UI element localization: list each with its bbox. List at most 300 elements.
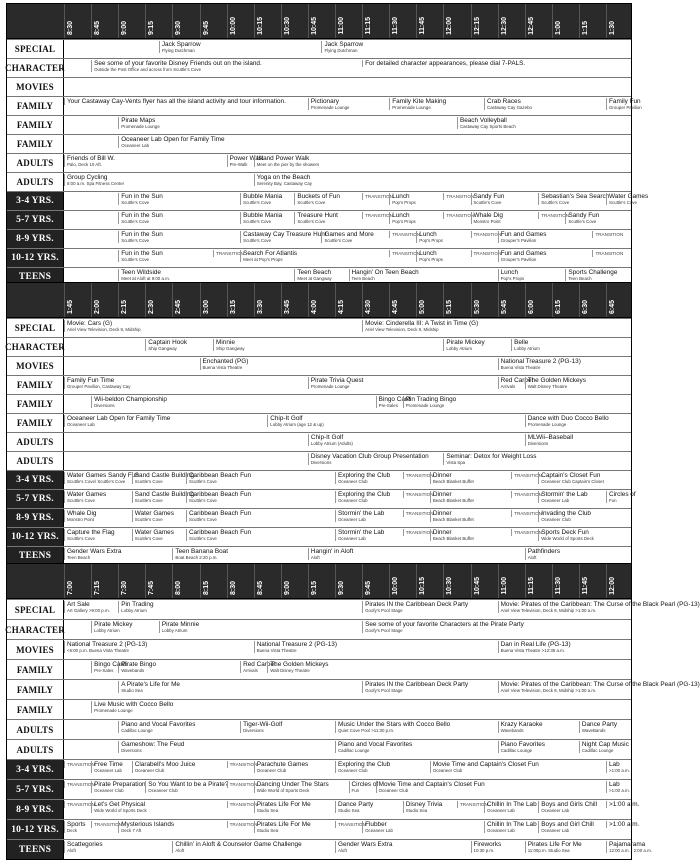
event-cell[interactable] — [335, 510, 389, 522]
event-location: Serenity Bay, Castaway Cay — [256, 181, 312, 187]
event-cell[interactable] — [606, 491, 636, 504]
event-cell[interactable] — [64, 320, 362, 332]
event-cell[interactable] — [416, 231, 470, 243]
event-cell[interactable] — [64, 174, 125, 187]
event-title: Fun in the Sun — [121, 250, 163, 257]
event-title: Let's Get Physical — [94, 801, 146, 808]
event-cell[interactable] — [200, 358, 471, 370]
event-cell[interactable] — [606, 821, 640, 828]
event-location: <6:00 p.m. Buena Vista Theatre — [67, 648, 129, 654]
event-cell[interactable] — [64, 377, 172, 389]
event-cell[interactable] — [525, 377, 633, 389]
event-cell[interactable] — [538, 193, 610, 206]
event-cell[interactable] — [186, 491, 267, 503]
event-cell[interactable] — [132, 761, 213, 773]
event-cell[interactable] — [132, 510, 186, 522]
event-location: Studio Sea — [256, 808, 279, 814]
event-cell[interactable] — [240, 231, 327, 244]
event-cell[interactable] — [118, 117, 254, 129]
event-cell[interactable] — [538, 472, 633, 484]
event-cell[interactable] — [172, 841, 335, 853]
event-title: TRANSITION — [459, 802, 488, 807]
event-location: Beach Blanket Buffet — [432, 517, 474, 523]
time-label: 11:00 — [338, 17, 345, 35]
event-cell[interactable] — [132, 529, 186, 541]
time-slot — [443, 283, 470, 317]
event-cell[interactable] — [362, 821, 443, 833]
event-cell[interactable] — [91, 821, 122, 828]
event-cell[interactable] — [484, 821, 538, 833]
event-cell[interactable] — [240, 212, 294, 224]
event-cell[interactable] — [227, 801, 258, 808]
event-title: Pirates Life For Me — [527, 841, 582, 848]
event-cell[interactable] — [443, 193, 475, 200]
event-cell[interactable] — [484, 801, 538, 813]
event-cell[interactable] — [403, 491, 434, 498]
event-cell[interactable] — [525, 841, 606, 853]
event-cell[interactable] — [538, 510, 633, 522]
event-cell[interactable] — [308, 434, 416, 446]
event-cell[interactable] — [213, 250, 244, 257]
event-location: Deck 7 Aft — [121, 828, 142, 834]
event-title: National Treasure 2 (PG-13) — [256, 641, 337, 648]
event-cell[interactable] — [308, 98, 362, 110]
event-cell[interactable] — [403, 801, 457, 813]
event-cell[interactable] — [186, 510, 267, 522]
event-cell[interactable] — [403, 472, 434, 479]
event-title: Captain's Closet Fun — [541, 472, 601, 479]
event-cell[interactable] — [498, 601, 700, 614]
schedule-row — [7, 779, 631, 799]
time-label: 9:00 — [121, 20, 129, 35]
event-cell[interactable] — [471, 250, 502, 257]
event-cell[interactable] — [498, 741, 579, 753]
event-cell[interactable] — [254, 761, 335, 773]
event-title: Fun and Games — [500, 250, 547, 257]
event-cell[interactable] — [538, 212, 570, 219]
event-cell[interactable] — [118, 681, 254, 693]
time-slot — [579, 4, 606, 38]
event-cell[interactable] — [240, 661, 276, 674]
event-cell[interactable] — [159, 41, 240, 53]
event-title: Teen Banana Boat — [175, 548, 228, 555]
time-label: 9:00 — [283, 580, 291, 595]
event-title: Teen Beach — [297, 269, 332, 276]
event-cell[interactable] — [64, 472, 139, 485]
event-location: Promenade Lounge — [392, 105, 431, 111]
event-cell[interactable] — [565, 212, 619, 224]
event-cell[interactable] — [498, 641, 634, 653]
event-cell[interactable] — [443, 453, 579, 465]
time-slot — [606, 564, 633, 598]
event-cell[interactable] — [118, 821, 199, 833]
event-cell[interactable] — [118, 601, 254, 613]
event-cell[interactable] — [91, 661, 127, 674]
event-cell[interactable] — [118, 193, 254, 205]
event-cell[interactable] — [362, 320, 633, 332]
event-cell[interactable] — [457, 801, 488, 808]
event-cell[interactable] — [389, 193, 443, 205]
schedule-row — [7, 394, 631, 413]
row-category-label: 5-7 YRS. — [7, 780, 64, 799]
event-cell[interactable] — [64, 155, 118, 167]
event-cell[interactable] — [430, 491, 511, 503]
event-title: Bingo Card — [378, 396, 411, 403]
event-cell[interactable] — [240, 193, 294, 205]
event-cell[interactable] — [254, 174, 362, 186]
row-category-label: MOVIES — [7, 640, 64, 659]
event-cell[interactable] — [335, 821, 366, 828]
event-cell[interactable] — [403, 529, 434, 536]
time-slot — [281, 283, 308, 317]
event-title: Exploring the Club — [338, 491, 391, 498]
event-title: Circles of — [609, 491, 636, 498]
time-label: 10:00 — [392, 577, 400, 595]
event-cell[interactable] — [525, 548, 633, 560]
event-cell[interactable] — [606, 801, 640, 808]
event-cell[interactable] — [362, 601, 498, 613]
event-cell[interactable] — [606, 841, 652, 854]
event-cell[interactable] — [118, 136, 308, 148]
event-title: TRANSITION — [514, 492, 542, 497]
event-location: Oceaneer Club — [256, 768, 287, 774]
event-cell[interactable] — [416, 250, 470, 262]
event-title: TRANSITION — [67, 782, 95, 787]
event-cell[interactable] — [592, 250, 633, 257]
event-cell[interactable] — [118, 212, 254, 224]
event-cell[interactable] — [91, 60, 362, 72]
event-cell[interactable] — [267, 415, 375, 427]
event-cell[interactable] — [91, 396, 254, 408]
event-cell[interactable] — [118, 721, 226, 733]
event-location: Goofy's Pool Stage — [365, 608, 403, 614]
schedule-row — [7, 599, 700, 619]
event-cell[interactable] — [511, 529, 542, 536]
time-slot — [606, 283, 633, 317]
event-cell[interactable] — [64, 761, 95, 768]
event-cell[interactable] — [498, 721, 579, 733]
schedule-grid-morning — [5, 3, 649, 287]
event-cell[interactable] — [579, 721, 633, 733]
event-cell[interactable] — [64, 821, 91, 833]
event-location: Oceaneer Club Captain's Closet — [541, 479, 604, 485]
event-title: Piano and Vocal Favorites — [121, 721, 196, 728]
event-cell[interactable] — [64, 491, 118, 503]
event-cell[interactable] — [403, 396, 511, 408]
event-location: Wavebands — [500, 728, 524, 734]
event-location: Aloft — [67, 848, 76, 854]
event-title: Dance with Duo Cocco Bello — [527, 415, 609, 422]
event-location: Oceaneer Club — [338, 498, 368, 504]
event-cell[interactable] — [430, 529, 511, 541]
event-cell[interactable] — [64, 781, 95, 788]
time-slot — [471, 4, 498, 38]
time-slot — [389, 283, 416, 317]
event-cell[interactable] — [91, 761, 132, 773]
event-cell[interactable] — [511, 510, 542, 517]
event-title: Night Cap Music — [581, 741, 629, 748]
event-title: Invading the Club — [541, 510, 591, 517]
event-title: Stormin' the Lab — [541, 491, 588, 498]
event-cell[interactable] — [132, 472, 195, 485]
event-cell[interactable] — [64, 529, 118, 541]
event-cell[interactable] — [254, 801, 335, 813]
event-cell[interactable] — [335, 741, 471, 753]
event-cell[interactable] — [362, 212, 393, 219]
event-cell[interactable] — [592, 231, 633, 238]
event-location: Walt Disney Theatre — [527, 384, 568, 390]
time-slot — [498, 4, 525, 38]
event-cell[interactable] — [91, 801, 172, 813]
event-cell[interactable] — [335, 491, 389, 503]
time-header — [7, 283, 631, 318]
event-location: Cadillac Lounge — [581, 748, 614, 754]
event-location: Wavebands — [121, 668, 145, 674]
event-cell[interactable] — [335, 472, 389, 484]
event-cell[interactable] — [430, 472, 511, 484]
event-cell[interactable] — [525, 415, 633, 427]
event-cell[interactable] — [511, 339, 565, 351]
time-slot — [335, 283, 362, 317]
event-cell[interactable] — [376, 396, 411, 409]
event-cell[interactable] — [91, 701, 227, 713]
event-cell[interactable] — [443, 212, 475, 219]
event-cell[interactable] — [227, 821, 258, 828]
event-location: Oceaneer Club — [378, 788, 409, 794]
event-cell[interactable] — [213, 339, 267, 351]
time-label: 8:45 — [256, 580, 264, 595]
event-cell[interactable] — [335, 801, 389, 813]
row-category-label: 3-4 YRS. — [7, 192, 64, 210]
event-cell[interactable] — [118, 741, 254, 753]
event-title: Movie: Pirates of the Caribbean: The Curse of the Black Pearl (PG-13) — [500, 601, 700, 608]
time-slot — [227, 4, 254, 38]
event-cell[interactable] — [430, 761, 566, 773]
event-cell[interactable] — [64, 415, 254, 427]
event-location: Ariel View Television, Deck 9, Midship >1:00 a.m. — [500, 608, 597, 614]
time-label: 6:30 — [581, 299, 589, 314]
event-cell[interactable] — [91, 621, 145, 633]
time-slot — [145, 564, 172, 598]
event-title: Family Fun — [609, 98, 641, 105]
event-cell[interactable] — [64, 98, 335, 105]
schedule-row — [7, 619, 631, 639]
event-cell[interactable] — [308, 377, 389, 389]
event-title: Sandy Fun — [473, 193, 505, 200]
row-category-label: FAMILY — [7, 414, 64, 432]
event-cell[interactable] — [565, 269, 633, 281]
event-cell[interactable] — [471, 212, 525, 224]
event-cell[interactable] — [349, 781, 379, 794]
row-category-label: 5-7 YRS. — [7, 211, 64, 229]
event-cell[interactable] — [606, 98, 642, 111]
event-location: Castaway Cay Gazebo — [487, 105, 532, 111]
event-cell[interactable] — [227, 781, 258, 788]
event-location: Grouper Pavilion — [609, 105, 642, 111]
event-location: Grouper's Pavilion — [500, 257, 537, 263]
event-cell[interactable] — [64, 601, 118, 613]
event-cell[interactable] — [525, 434, 633, 446]
event-title: Minnie — [216, 339, 235, 346]
event-cell[interactable] — [321, 231, 389, 243]
event-cell[interactable] — [511, 472, 542, 479]
event-cell[interactable] — [498, 681, 700, 694]
event-title: Fun in the Sun — [121, 231, 163, 238]
event-cell[interactable] — [145, 781, 229, 794]
event-cell[interactable] — [498, 231, 579, 243]
event-cell[interactable] — [227, 761, 258, 768]
event-cell[interactable] — [471, 193, 525, 205]
time-label: 4:45 — [392, 299, 400, 314]
event-title: Wii-beldon Championship — [94, 396, 167, 403]
event-title: Music Under the Stars with Cocco Bello — [338, 721, 451, 728]
event-cell[interactable] — [64, 548, 172, 560]
event-title: TRANSITION — [229, 782, 258, 787]
event-cell[interactable] — [159, 621, 213, 633]
event-cell[interactable] — [606, 761, 633, 773]
event-title: Movie: Cars (G) — [67, 320, 113, 327]
event-cell[interactable] — [132, 491, 195, 504]
event-cell[interactable] — [118, 661, 226, 673]
event-location: Monstro Point — [67, 517, 95, 523]
event-cell[interactable] — [186, 472, 267, 484]
event-cell[interactable] — [118, 269, 254, 281]
event-location: Beach Blanket Buffet — [432, 498, 474, 504]
event-cell[interactable] — [254, 781, 335, 793]
event-cell[interactable] — [308, 548, 416, 560]
event-cell[interactable] — [579, 741, 633, 753]
event-cell[interactable] — [294, 193, 348, 205]
event-cell[interactable] — [389, 212, 443, 224]
event-cell[interactable] — [389, 231, 421, 238]
event-location: WaveBands — [581, 728, 606, 734]
event-location: Lobby Atrium — [446, 346, 473, 352]
event-cell[interactable] — [91, 781, 145, 793]
event-cell[interactable] — [362, 193, 393, 200]
event-cell[interactable] — [64, 641, 254, 653]
event-cell[interactable] — [254, 641, 417, 653]
event-cell[interactable] — [240, 721, 348, 733]
event-cell[interactable] — [362, 681, 498, 693]
event-title: Water Games — [134, 510, 174, 517]
event-cell[interactable] — [64, 510, 118, 522]
event-cell[interactable] — [118, 250, 199, 262]
event-cell[interactable] — [308, 453, 444, 465]
event-title: Oceaneer Lab Open for Family Time — [67, 415, 171, 422]
event-cell[interactable] — [335, 529, 389, 541]
event-cell[interactable] — [267, 661, 403, 673]
event-location: Scuttle's Cove — [568, 219, 597, 225]
event-cell[interactable] — [498, 377, 534, 390]
event-cell[interactable] — [349, 269, 457, 281]
event-location: Oceaneer Club — [541, 517, 571, 523]
event-cell[interactable] — [606, 781, 633, 793]
time-slot — [471, 564, 498, 598]
event-cell[interactable] — [362, 621, 524, 634]
event-cell[interactable] — [335, 841, 471, 853]
event-cell[interactable] — [471, 231, 502, 238]
schedule-row — [7, 58, 631, 77]
event-cell[interactable] — [606, 193, 649, 206]
event-cell[interactable] — [186, 529, 267, 541]
event-location: Cadillac Lounge — [338, 748, 370, 754]
event-cell[interactable] — [511, 491, 542, 498]
event-cell[interactable] — [471, 841, 525, 853]
event-cell[interactable] — [118, 231, 254, 243]
event-title: So You Want to be a Pirate? — [148, 781, 229, 788]
event-cell[interactable] — [335, 721, 498, 733]
event-cell[interactable] — [389, 250, 421, 257]
event-cell[interactable] — [64, 841, 172, 853]
event-cell[interactable] — [294, 212, 348, 224]
event-title: TRANSITION — [229, 802, 258, 807]
time-slot — [525, 4, 552, 38]
time-label: 2:30 — [148, 299, 156, 314]
time-label: 9:45 — [365, 580, 373, 595]
event-title: Lunch — [392, 212, 410, 219]
event-title: Chip-It Golf — [310, 434, 344, 441]
event-cell[interactable] — [145, 339, 199, 351]
event-cell[interactable] — [254, 821, 335, 833]
event-title: Power Walk — [229, 155, 264, 162]
event-cell[interactable] — [240, 250, 348, 262]
event-title: Lunch — [419, 250, 437, 257]
event-cell[interactable] — [376, 781, 512, 793]
event-title: TRANSITION — [405, 511, 434, 516]
schedule-row — [7, 153, 631, 172]
schedule-row — [7, 759, 631, 779]
event-cell[interactable] — [172, 548, 280, 560]
event-title: Castaway Cay Treasure Hunt — [243, 231, 327, 238]
event-location: Scuttle's Cove/ Scuttle's Cove — [67, 479, 126, 485]
schedule-row — [7, 719, 631, 739]
row-category-label: FAMILY — [7, 376, 64, 394]
schedule-grid-evening — [5, 563, 700, 860]
event-title: Sports Deck Fun — [541, 529, 589, 536]
event-location: Promenade Lounge — [310, 384, 350, 390]
event-cell[interactable] — [443, 339, 497, 351]
event-title: Lab — [609, 761, 620, 768]
event-cell[interactable] — [227, 155, 264, 168]
event-cell[interactable] — [430, 510, 511, 522]
time-slot — [91, 283, 118, 317]
event-cell[interactable] — [498, 358, 634, 370]
event-cell[interactable] — [335, 761, 389, 773]
event-title: Red Carpet — [500, 377, 534, 384]
event-title: Island Power Walk — [256, 155, 310, 162]
event-cell[interactable] — [362, 60, 633, 67]
event-cell[interactable] — [538, 491, 606, 503]
schedule-row — [7, 699, 631, 719]
event-cell[interactable] — [254, 155, 390, 167]
time-label: 2:15 — [121, 299, 129, 314]
event-cell[interactable] — [457, 117, 593, 129]
event-location: Scuttle's Cove — [609, 200, 637, 206]
event-title: Lab — [609, 781, 620, 788]
time-label: 9:30 — [175, 20, 183, 35]
event-cell[interactable] — [498, 250, 579, 262]
event-cell[interactable] — [538, 529, 633, 541]
time-label: 12:45 — [527, 17, 535, 35]
event-cell[interactable] — [294, 269, 348, 281]
event-cell[interactable] — [389, 98, 470, 110]
event-cell[interactable] — [403, 510, 434, 517]
schedule-row — [7, 508, 631, 527]
event-cell[interactable] — [321, 41, 402, 53]
event-location: Promenade Lounge — [94, 708, 133, 714]
event-cell[interactable] — [484, 98, 565, 110]
event-cell[interactable] — [64, 801, 95, 808]
